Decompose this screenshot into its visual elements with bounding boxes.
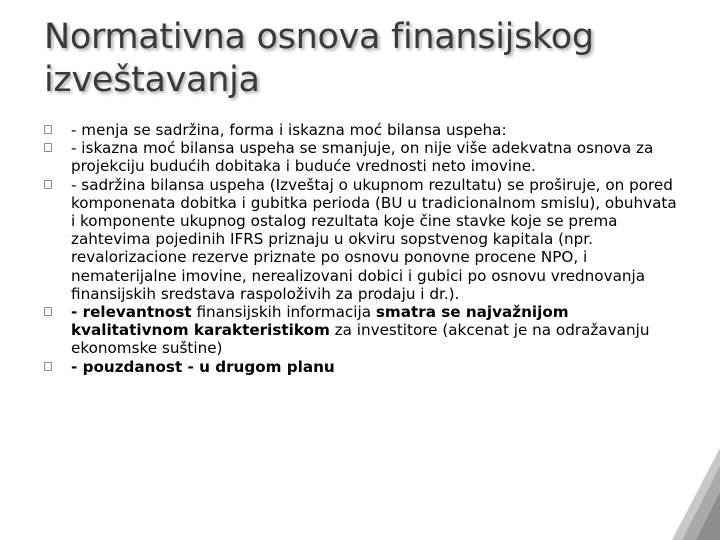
bullet-text-bold: - pouzdanost - u drugom planu	[71, 357, 335, 376]
bullet-square-icon	[44, 125, 52, 134]
bullet-text: finansijskih informacija	[191, 303, 376, 322]
bullet-text: - menja se sadržina, forma i iskazna moć bilansa uspeha	[71, 121, 502, 139]
bullet-square-icon	[44, 143, 52, 152]
bullet-text-bold: - relevantnost	[71, 303, 192, 322]
slide-title-line-2: izveštavanja	[44, 60, 260, 100]
bullet-text: - iskazna moć bilansa uspeha se smanjuje, on nije više adekvatna osnova za projekciju budućih dobitaka i buduće vrednosti neto imovine.	[71, 139, 654, 176]
bullet-item	[44, 121, 684, 139]
bullet-square-icon	[44, 307, 52, 316]
bullet-square-icon	[44, 180, 52, 189]
bullet-list	[44, 121, 684, 376]
slide-title-line-1: Normativna osnova finansijskog	[44, 17, 594, 57]
bullet-item	[44, 358, 684, 376]
bullet-text: - sadržina bilansa uspeha (Izveštaj o ukupnom rezultatu) se proširuje, on pored komponenata dobitka i gubitka perioda (BU u tradicionalnom smislu), obuhvata i komponente ukupnog ostalog rezultata koje čine stavke koje se prema zahtevima pojedinih IFRS priznaju u okviru sopstvenog kapitala (npr. revalorizacione rezerve priznate po osnovu ponovne procene NPO, i nematerijalne imovine, nerealizovani dobici i gubici po osnovu vrednovanja finansijskih sredstava raspoloživih za prodaju i dr.).	[71, 175, 677, 303]
bullet-square-icon	[44, 362, 52, 371]
slide-title	[44, 16, 664, 102]
bullet-item	[44, 176, 684, 303]
bullet-text: :	[501, 121, 507, 139]
bullet-text-bold: smatra se najvažnijom kvalitativnom karakteristikom	[71, 303, 569, 340]
bullet-text: za investitore (akcenat je na odražavanju ekonomske suštine)	[71, 321, 650, 358]
bullet-item	[44, 303, 684, 358]
corner-fold-icon	[672, 448, 720, 540]
bullet-item	[44, 139, 684, 175]
